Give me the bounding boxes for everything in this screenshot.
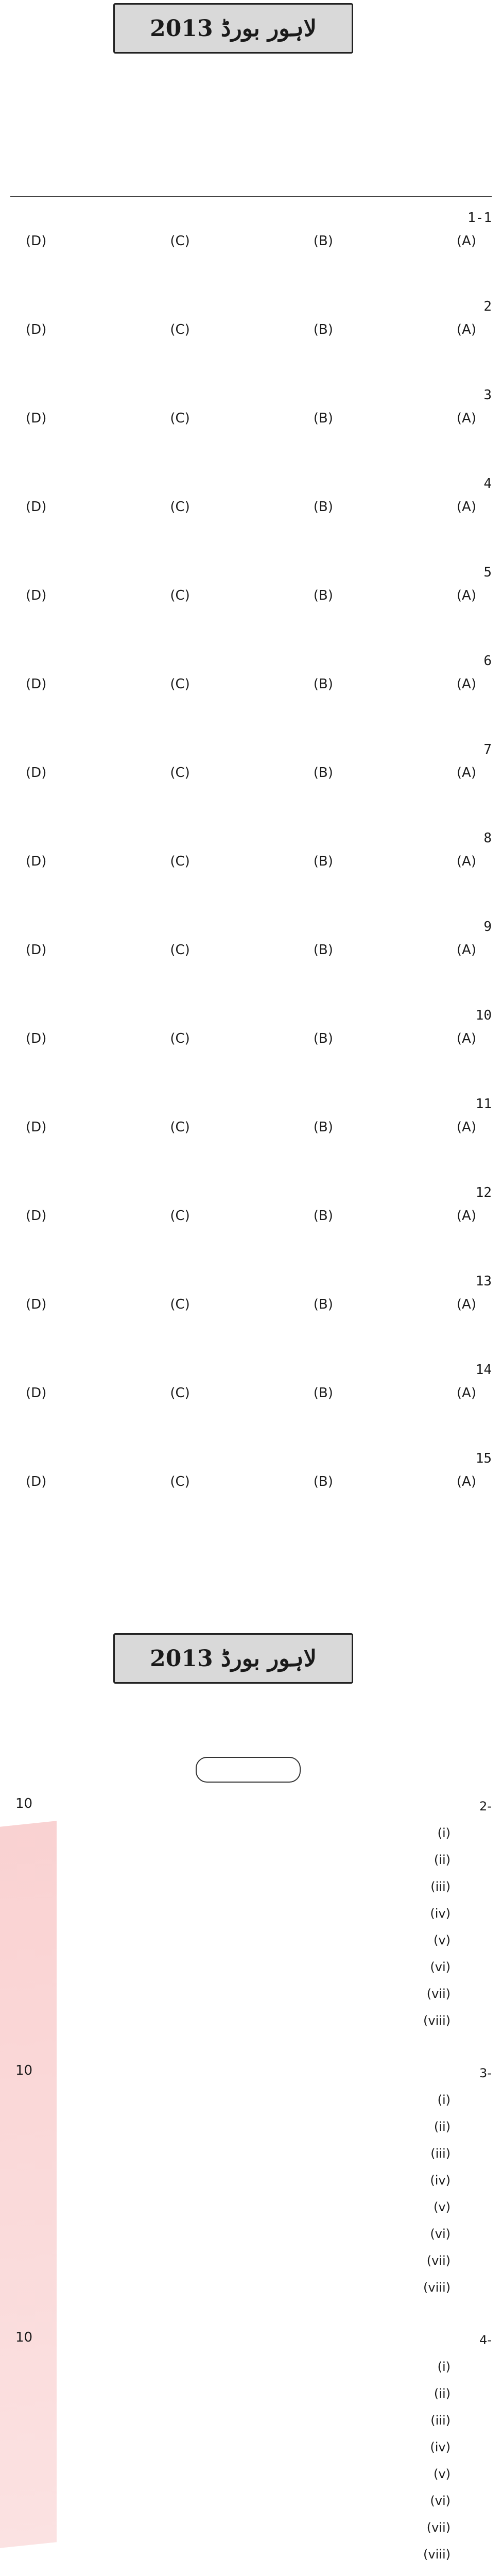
paper-subjective xyxy=(0,1628,502,2576)
mcq-option: (A) xyxy=(456,499,476,515)
mcq-option: (A) xyxy=(456,1120,476,1135)
part-label: (vi) xyxy=(430,2227,451,2241)
part-label: (i) xyxy=(437,2093,451,2107)
mcq-option: (C) xyxy=(170,588,190,603)
mcq-option: (D) xyxy=(26,765,47,781)
mcq-option: (C) xyxy=(170,1297,190,1312)
mcq-option: (B) xyxy=(313,411,333,426)
mcq-question xyxy=(10,561,492,607)
mcq-question xyxy=(10,826,492,873)
paper-header xyxy=(10,59,492,115)
part-label: (ii) xyxy=(434,2386,451,2401)
mcq-question xyxy=(10,1447,492,1493)
mcq-option: (D) xyxy=(26,322,47,337)
mcq-question xyxy=(10,1181,492,1227)
question-number: 5 xyxy=(483,565,492,580)
divider xyxy=(10,196,492,197)
mcq-option: (B) xyxy=(313,1208,333,1224)
mcq-question xyxy=(10,472,492,518)
question-number: 4 xyxy=(483,476,492,492)
part-label: (viii) xyxy=(423,2013,451,2028)
mcq-option: (C) xyxy=(170,1031,190,1046)
mcq-option: (D) xyxy=(26,942,47,958)
part-label: (iv) xyxy=(430,2173,451,2188)
board-banner: 2013 لاہور بورڈ xyxy=(113,3,353,54)
mcq-option: (B) xyxy=(313,499,333,515)
mcq-question xyxy=(10,738,492,784)
question-number: 8 xyxy=(483,831,492,846)
section-one-label xyxy=(196,1757,301,1783)
mcq-option: (D) xyxy=(26,1474,47,1489)
mcq-question xyxy=(10,1358,492,1404)
part-label: (v) xyxy=(434,1933,451,1947)
question-number: -3 xyxy=(479,2066,492,2080)
question-number: 15 xyxy=(475,1451,492,1466)
mcq-option: (D) xyxy=(26,499,47,515)
part-label: (vii) xyxy=(426,1987,451,2001)
question-number: 12 xyxy=(475,1185,492,1200)
mcq-option: (C) xyxy=(170,765,190,781)
question-number: 11 xyxy=(475,1096,492,1112)
question-number: 3 xyxy=(483,387,492,403)
question-number: 6 xyxy=(483,653,492,669)
mcq-option: (B) xyxy=(313,765,333,781)
mcq-question xyxy=(10,295,492,341)
board-banner: 2013 لاہور بورڈ xyxy=(113,1633,353,1684)
mcq-option: (C) xyxy=(170,1120,190,1135)
mcq-option: (D) xyxy=(26,1385,47,1401)
mcq-question xyxy=(10,649,492,696)
mcq-option: (D) xyxy=(26,1031,47,1046)
mcq-option: (D) xyxy=(26,854,47,869)
mcq-option: (B) xyxy=(313,588,333,603)
part-label: (i) xyxy=(437,2360,451,2374)
mcq-option: (D) xyxy=(26,1120,47,1135)
mcq-option: (C) xyxy=(170,942,190,958)
mcq-option: (A) xyxy=(456,411,476,426)
mcq-option: (A) xyxy=(456,1208,476,1224)
part-label: (vii) xyxy=(426,2520,451,2535)
mcq-option: (C) xyxy=(170,322,190,337)
part-label: (iv) xyxy=(430,2440,451,2454)
mcq-option: (B) xyxy=(313,942,333,958)
mcq-option: (C) xyxy=(170,411,190,426)
mcq-option: (A) xyxy=(456,588,476,603)
mcq-option: (B) xyxy=(313,1120,333,1135)
mcq-option: (C) xyxy=(170,1474,190,1489)
mcq-option: (A) xyxy=(456,942,476,958)
part-label: (ii) xyxy=(434,1853,451,1867)
paper-header xyxy=(10,1692,492,1748)
question-number: 14 xyxy=(475,1362,492,1378)
mcq-option: (B) xyxy=(313,233,333,249)
part-label: (iii) xyxy=(430,1879,451,1894)
part-label: (ii) xyxy=(434,2120,451,2134)
mcq-option: (B) xyxy=(313,854,333,869)
part-label: (i) xyxy=(437,1826,451,1840)
mcq-option: (A) xyxy=(456,765,476,781)
subjective-question xyxy=(10,2327,492,2568)
mcq-option: (C) xyxy=(170,499,190,515)
subjective-question xyxy=(10,2060,492,2301)
mcq-question xyxy=(10,915,492,961)
question-number: -4 xyxy=(479,2333,492,2347)
mcq-option: (D) xyxy=(26,1297,47,1312)
question-number: 1-1 xyxy=(468,210,492,226)
mcq-option: (D) xyxy=(26,1208,47,1224)
part-label: (viii) xyxy=(423,2280,451,2295)
mcq-option: (A) xyxy=(456,854,476,869)
part-label: (vi) xyxy=(430,1960,451,1974)
mcq-option: (C) xyxy=(170,1208,190,1224)
mcq-option: (D) xyxy=(26,411,47,426)
marks: 10 xyxy=(15,1796,33,1811)
mcq-option: (B) xyxy=(313,1474,333,1489)
question-number: 2 xyxy=(483,299,492,314)
question-number: 7 xyxy=(483,742,492,757)
mcq-option: (C) xyxy=(170,233,190,249)
mcq-option: (D) xyxy=(26,676,47,692)
mcq-option: (D) xyxy=(26,233,47,249)
question-number: 13 xyxy=(475,1274,492,1289)
mcq-option: (B) xyxy=(313,1297,333,1312)
mcq-option: (A) xyxy=(456,676,476,692)
marks: 10 xyxy=(15,2330,33,2345)
question-number: 10 xyxy=(475,1008,492,1023)
mcq-option: (A) xyxy=(456,1297,476,1312)
mcq-question xyxy=(10,1004,492,1050)
mcq-question xyxy=(10,1092,492,1139)
part-label: (v) xyxy=(434,2467,451,2481)
part-label: (viii) xyxy=(423,2547,451,2562)
part-label: (vi) xyxy=(430,2494,451,2508)
mcq-option: (D) xyxy=(26,588,47,603)
mcq-option: (B) xyxy=(313,1031,333,1046)
mcq-option: (C) xyxy=(170,854,190,869)
mcq-option: (B) xyxy=(313,1385,333,1401)
part-label: (vii) xyxy=(426,2253,451,2268)
mcq-question xyxy=(10,1269,492,1316)
mcq-option: (A) xyxy=(456,1474,476,1489)
mcq-option: (B) xyxy=(313,676,333,692)
mcq-question xyxy=(10,206,492,252)
mcq-option: (B) xyxy=(313,322,333,337)
mcq-option: (A) xyxy=(456,1031,476,1046)
question-number: -2 xyxy=(479,1799,492,1814)
mcq-option: (C) xyxy=(170,676,190,692)
part-label: (iv) xyxy=(430,1906,451,1921)
question-number: 9 xyxy=(483,919,492,935)
part-label: (v) xyxy=(434,2200,451,2214)
part-label: (iii) xyxy=(430,2146,451,2161)
mcq-option: (C) xyxy=(170,1385,190,1401)
mcq-option: (A) xyxy=(456,322,476,337)
mcq-option: (A) xyxy=(456,1385,476,1401)
marks: 10 xyxy=(15,2063,33,2078)
subjective-question xyxy=(10,1793,492,2034)
part-label: (iii) xyxy=(430,2413,451,2428)
mcq-option: (A) xyxy=(456,233,476,249)
mcq-question xyxy=(10,383,492,430)
